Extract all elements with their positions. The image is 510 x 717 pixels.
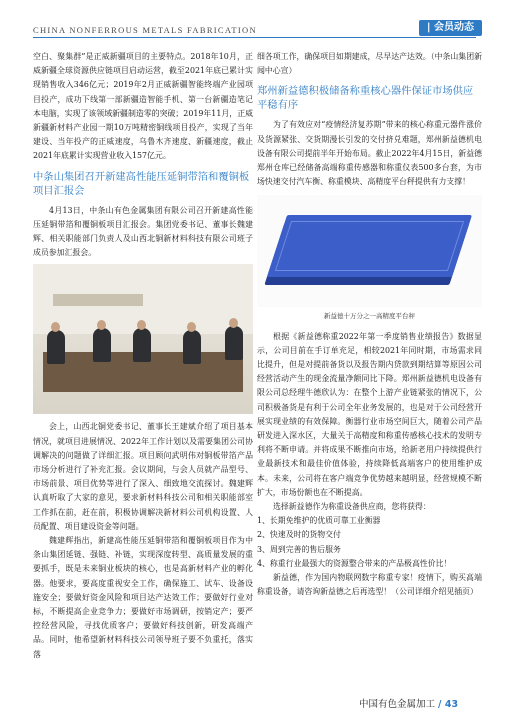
footer-journal: 中国有色金属加工 bbox=[359, 699, 436, 710]
list-item: 2、快速及时的货物交付 bbox=[257, 530, 341, 540]
list-item: 3、周到完善的售后服务 bbox=[257, 544, 341, 554]
paragraph: 会上，山西北铜党委书记、董事长王建斌介绍了项目基本情况，就项目进展情况、2022年工作计划以及需要集团公司协调解决的问题做了详细汇报。项目顾问武明伟对铜板带箔产品市场分析进行了补充汇报。会议期间，与会人员就产品型号、市场前景、项目优势等进行了深入、细致地交流探讨。魏建辉认真听取了大家的意见，要求新材料科技公司和相关职能部室工作抓在前，赶在前，积极协调解决新材料公司机构设置、人员配置、项目建设资金等问题。 bbox=[33, 422, 253, 531]
list-item: 1、长期免维护的优质可靠工业衡器 bbox=[257, 516, 381, 526]
person-figure bbox=[225, 326, 243, 360]
person-figure bbox=[183, 330, 201, 364]
paragraph: 为了有效应对“疫情经济复苏期”带来的核心称重元器件涨价及货源紧张、交货期漫长引发的交付挤兑难题，郑州新益德机电设备有限公司提前半年开始布局。截止2022年4月15日，新益德郑州仓库已经储备高端称重传感器和称重仪表500多台套，为市场快速交付汽车衡、称重模块、高精度平台秤提供有力支撑！ bbox=[257, 120, 482, 187]
paragraph: 空白、聚集群”是正威新疆项目的主要特点。2018年10月，正威新疆全球资源供应链项目启动运营，截至2021年底已累计实现销售收入346亿元；2019年2月正威新疆智能终端产业园项目投产，成功下线第一部新疆造智能手机、第一台新疆造笔记本电脑，实现了该领域新疆制造零的突破；2019年11月，正威新疆新材料产业园一期10万吨精密铜线项目投产，实现了当年建设、当年投产的正威速度，乌鲁木齐速度、新疆速度，截止2021年底累计实现营业收入157亿元。 bbox=[33, 52, 253, 161]
article-heading: 郑州新益德积极储备称重核心器件保证市场供应平稳有序 bbox=[257, 85, 474, 112]
photo-caption: 新益德十万分之一高精度平台秤 bbox=[324, 312, 415, 321]
journal-title: CHINA NONFERROUS METALS FABRICATION bbox=[33, 25, 257, 35]
article-heading: 中条山集团召开新建高性能压延铜带箔和覆铜板项目汇报会 bbox=[33, 170, 250, 197]
person-figure bbox=[93, 328, 111, 362]
paragraph: 4月13日，中条山有色金属集团有限公司召开新建高性能压延铜带箔和覆铜板项目汇报会。集团党委书记、董事长魏建辉、相关职能部门负责人及山西北铜新材料科技有限公司班子成员参加汇报会。 bbox=[33, 205, 253, 258]
platform-scale-photo bbox=[257, 195, 482, 307]
photo-banner bbox=[53, 294, 143, 306]
paragraph: 细各项工作，确保项目如期建成，尽早达产达效。（中条山集团新闻中心宣） bbox=[257, 52, 482, 76]
person-figure bbox=[133, 328, 151, 362]
paragraph: 选择新益德作为称重设备供应商，您将获得： bbox=[273, 502, 431, 512]
paragraph: 魏建辉指出，新建高性能压延铜带箔和覆铜板项目作为中条山集团延链、强链、补链，实现深度转型、高质量发展的重要抓手，既是未来铜业板块的核心，也是高新材料产业的孵化器。他要求，要高度重视安全工作，确保施工、试车、设备设施安全；要做好资金风险和项目达产达效工作；要做好行业对标，不断提高企业竞争力；要做好市场调研，按销定产；要严控经营风险，寻找优质客户；要做好科技创新，研发高端产品。同时，他希望新材料科技公司领导班子要不负重托，落实落 bbox=[33, 536, 253, 659]
person-figure bbox=[47, 330, 65, 364]
page-header bbox=[0, 0, 510, 40]
page-footer: 中国有色金属加工 / 43 bbox=[359, 699, 459, 710]
section-tab: | 会员动态 bbox=[419, 20, 482, 36]
list-item: 4、称重行业最强大的资源整合带来的产品极高性价比！ bbox=[257, 558, 452, 568]
page-number: 43 bbox=[444, 699, 459, 710]
platform-scale bbox=[267, 215, 472, 277]
header-rule bbox=[33, 37, 476, 38]
left-column bbox=[33, 50, 253, 662]
paragraph: 新益德，作为国内物联网数字称重专家！疫情下，购买高端称重设备，请咨询新益德之后再选型！（公司详细介绍见插页） bbox=[257, 573, 482, 597]
right-column bbox=[257, 50, 482, 599]
meeting-photo bbox=[33, 264, 253, 414]
paragraph: 根据《新益德称重2022年第一季度销售业绩报告》数据显示，公司目前在手订单充足，相较2021年同时期，市场需求同比提升，但是对提前备货以及报告期内贷款到期结算等原因公司经营活动产生的现金流量净额同比下降。郑州新益德机电设备有限公司总经理牛德欣认为：在整个上游产业链紧张的情况下，公司积极备货是有利于公司全年业务发展的，也是对于公司经营开展实现业绩的有效保障。衡器行业市场空间巨大，随着公司产品研发进入深水区，大量关于高精度和称重传感核心技术的发明专利将不断申请。并将成果不断推向市场，给新老用户持续提供行业最新技术和最佳价值体验，持续降低高端客户的使用维护成本。未来，公司将在客户端竞争优势越来越明显，经营规模不断扩大，市场份额也在不断提高。 bbox=[257, 331, 482, 497]
